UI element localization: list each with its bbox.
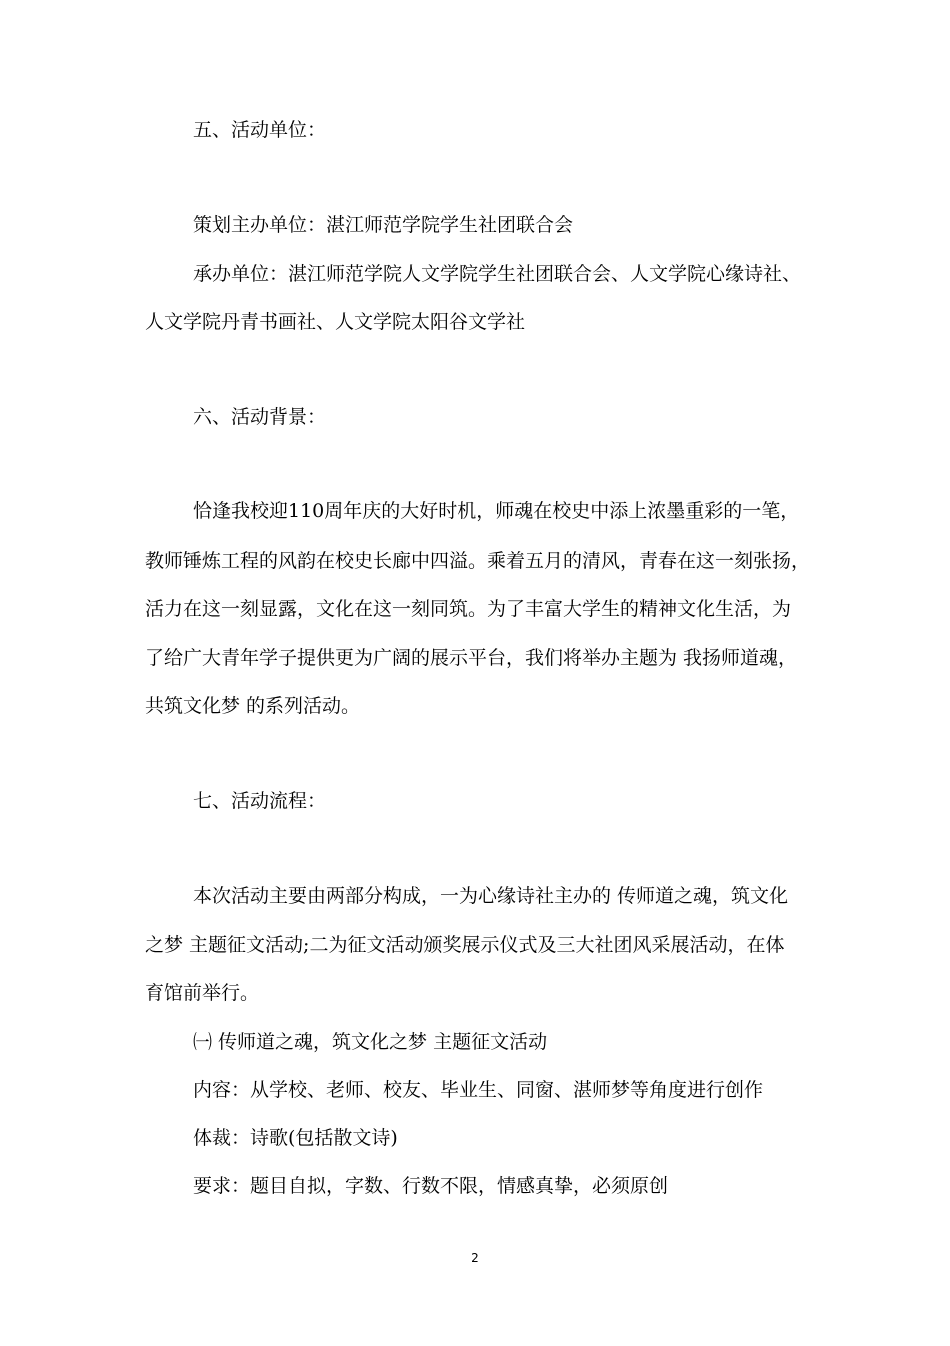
section-7-content: 内容：从学校、老师、校友、毕业生、同窗、湛师梦等角度进行创作 bbox=[193, 1079, 764, 1101]
section-7-heading: 七、活动流程： bbox=[193, 790, 327, 812]
section-6-paragraph-line: 教师锤炼工程的风韵在校史长廊中四溢。乘着五月的清风，青春在这一刻张扬， bbox=[145, 550, 811, 572]
section-7-paragraph-line: 之梦 主题征文活动;二为征文活动颁奖展示仪式及三大社团风采展活动，在体 bbox=[145, 934, 785, 956]
section-6-paragraph-line: 恰逢我校迎110周年庆的大好时机，师魂在校史中添上浓墨重彩的一笔， bbox=[193, 500, 800, 522]
section-7-paragraph-line: 本次活动主要由两部分构成，一为心缘诗社主办的 传师道之魂，筑文化 bbox=[193, 885, 789, 907]
section-7-requirement: 要求：题目自拟，字数、行数不限，情感真挚，必须原创 bbox=[193, 1175, 669, 1197]
section-7-paragraph-line: 育馆前举行。 bbox=[145, 982, 260, 1004]
section-7-genre: 体裁：诗歌(包括散文诗) bbox=[193, 1127, 398, 1149]
section-7-sub-heading: ㈠ 传师道之魂，筑文化之梦 主题征文活动 bbox=[193, 1031, 548, 1053]
section-6-paragraph-line: 活力在这一刻显露，文化在这一刻同筑。为了丰富大学生的精神文化生活，为 bbox=[145, 598, 792, 620]
section-5-co-organizer-line-2: 人文学院丹青书画社、人文学院太阳谷文学社 bbox=[145, 311, 526, 333]
page-number: 2 bbox=[471, 1251, 479, 1265]
section-6-heading: 六、活动背景： bbox=[193, 406, 327, 428]
section-6-paragraph-line: 共筑文化梦 的系列活动。 bbox=[145, 695, 361, 717]
section-5-heading: 五、活动单位： bbox=[193, 119, 327, 141]
section-6-paragraph-line: 了给广大青年学子提供更为广阔的展示平台，我们将举办主题为 我扬师道魂， bbox=[145, 647, 798, 669]
section-5-co-organizer-line-1: 承办单位：湛江师范学院人文学院学生社团联合会、人文学院心缘诗社、 bbox=[193, 263, 802, 285]
section-5-organizer: 策划主办单位：湛江师范学院学生社团联合会 bbox=[193, 214, 574, 236]
